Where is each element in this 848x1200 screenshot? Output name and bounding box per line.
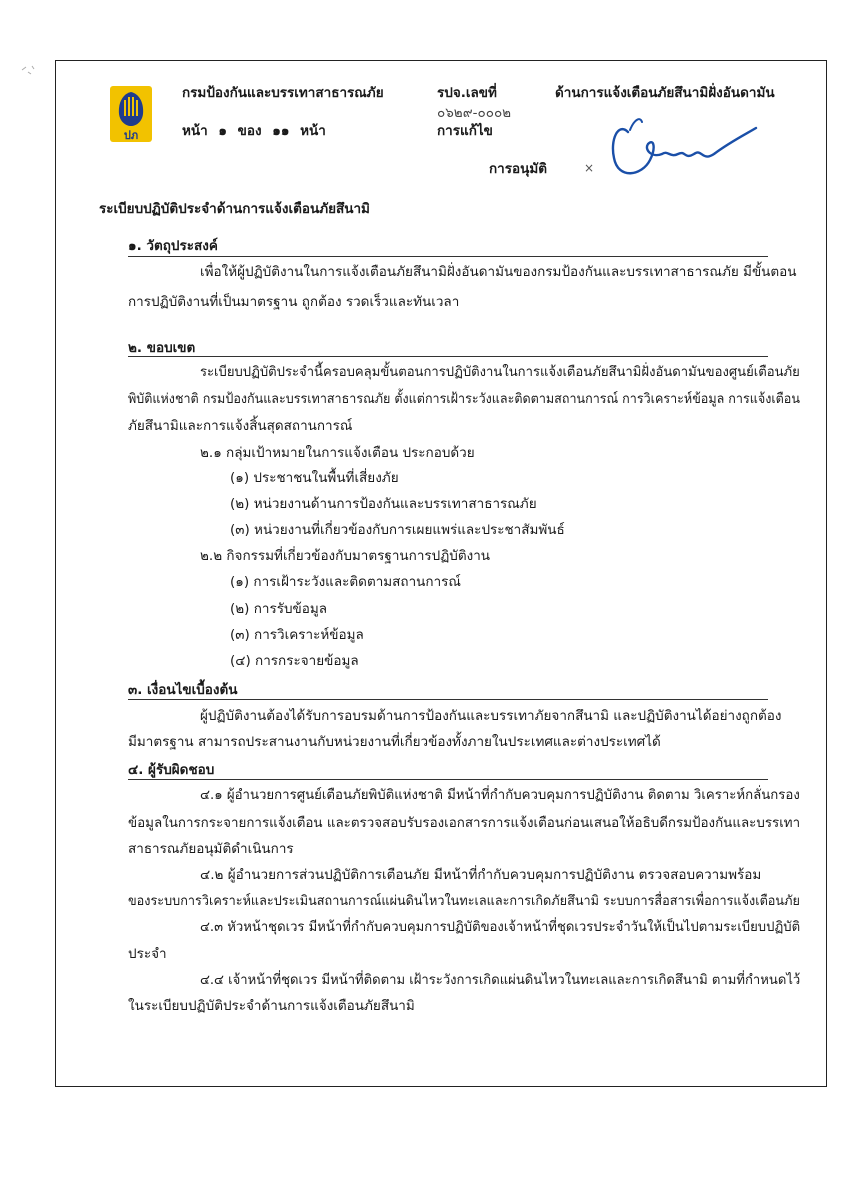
list-item: (๑) การเฝ้าระวังและติดตามสถานการณ์ <box>230 574 461 590</box>
document-subject: ด้านการแจ้งเตือนภัยสึนามิฝั่งอันดามัน <box>555 85 775 101</box>
list-item: (๔) การกระจายข้อมูล <box>230 653 359 669</box>
svg-text:×: × <box>584 161 595 175</box>
logo-text: ปภ <box>123 129 139 142</box>
section-4-line: ๔.๑ ผู้อำนวยการศูนย์เตือนภัยพิบัติแห่งชาติ มีหน้าที่กำกับควบคุมการปฏิบัติงาน ติดตาม วิเคราะห์กลั่นกรอง <box>200 787 800 803</box>
section-4-line: ประจำ <box>128 946 167 962</box>
section-4-line: สาธารณภัยอนุมัติดำเนินการ <box>128 841 294 857</box>
section-2-line: ระเบียบปฏิบัติประจำนี้ครอบคลุมขั้นตอนการปฏิบัติงานในการแจ้งเตือนภัยสึนามิฝั่งอันดามันของศูนย์เตือนภัย <box>200 364 800 380</box>
list-item: (๑) ประชาชนในพื้นที่เสี่ยงภัย <box>230 470 399 486</box>
doc-number-label: รปจ.เลขที่ <box>437 85 497 101</box>
list-item: (๒) การรับข้อมูล <box>230 601 328 617</box>
subsection-2-2-title: ๒.๒ กิจกรรมที่เกี่ยวข้องกับมาตรฐานการปฏิบัติงาน <box>200 548 491 564</box>
section-4-line: ๔.๔ เจ้าหน้าที่ชุดเวร มีหน้าที่ติดตาม เฝ้าระวังการเกิดแผ่นดินไหวในทะเลและการเกิดสึนามิ ตามที่กำหนดไว้ <box>200 972 801 988</box>
section-4-line: ข้อมูลในการกระจายการแจ้งเตือน และตรวจสอบรับรองเอกสารการแจ้งเตือนก่อนเสนอให้อธิบดีกรมป้องกันและบรรเทา <box>128 815 801 831</box>
section-1-heading: ๑. วัตถุประสงค์ <box>128 238 218 254</box>
scan-speck-mark <box>18 60 48 80</box>
section-3-line: มีมาตรฐาน สามารถประสานงานกับหน่วยงานที่เกี่ยวข้องทั้งภายในประเทศและต่างประเทศได้ <box>128 734 661 750</box>
section-4-line: ๔.๓ หัวหน้าชุดเวร มีหน้าที่กำกับควบคุมการปฏิบัติของเจ้าหน้าที่ชุดเวรประจำวันให้เป็นไปตามระเบียบปฏิบัติ <box>200 919 801 935</box>
section-4-line: ของระบบการวิเคราะห์และประเมินสถานการณ์แผ่นดินไหวในทะเลและการเกิดภัยสึนามิ ระบบการสื่อสารเพื่อการแจ้งเตือนภัย <box>128 893 800 909</box>
revision-label: การแก้ไข <box>437 123 493 139</box>
section-3-heading: ๓. เงื่อนไขเบื้องต้น <box>128 682 238 698</box>
department-name: กรมป้องกันและบรรเทาสาธารณภัย <box>182 85 384 101</box>
section-2-line: ภัยสึนามิและการแจ้งสิ้นสุดสถานการณ์ <box>128 418 353 434</box>
doc-number-value: ๐๖๒๙-๐๐๐๒ <box>437 105 512 121</box>
section-2-rule <box>128 356 768 357</box>
list-item: (๓) การวิเคราะห์ข้อมูล <box>230 627 364 643</box>
approval-label: การอนุมัติ <box>489 161 548 177</box>
section-2-heading: ๒. ขอบเขต <box>128 340 196 356</box>
list-item: (๒) หน่วยงานด้านการป้องกันและบรรเทาสาธารณภัย <box>230 496 537 512</box>
document-title: ระเบียบปฏิบัติประจำด้านการแจ้งเตือนภัยสึนามิ <box>99 201 370 217</box>
section-4-heading: ๔. ผู้รับผิดชอบ <box>128 762 215 778</box>
dpm-logo-icon <box>110 86 152 142</box>
section-4-line: ๔.๒ ผู้อำนวยการส่วนปฏิบัติการเตือนภัย มีหน้าที่กำกับควบคุมการปฏิบัติงาน ตรวจสอบความพร้อม <box>200 867 762 883</box>
section-1-line: การปฏิบัติงานที่เป็นมาตรฐาน ถูกต้อง รวดเร็วและทันเวลา <box>128 294 460 310</box>
subsection-2-1-title: ๒.๑ กลุ่มเป้าหมายในการแจ้งเตือน ประกอบด้วย <box>200 445 475 461</box>
section-4-line: ในระเบียบปฏิบัติประจำด้านการแจ้งเตือนภัยสึนามิ <box>128 998 415 1014</box>
section-4-rule <box>128 779 768 780</box>
approval-signature <box>570 110 760 190</box>
section-2-line: พิบัติแห่งชาติ กรมป้องกันและบรรเทาสาธารณภัย ตั้งแต่การเฝ้าระวังและติดตามสถานการณ์ การวิเคราะห์ข้อมูล การแจ้งเตือน <box>128 391 800 407</box>
section-1-line: เพื่อให้ผู้ปฏิบัติงานในการแจ้งเตือนภัยสึนามิฝั่งอันดามันของกรมป้องกันและบรรเทาสาธารณภัย มีขั้นตอน <box>200 264 797 280</box>
section-3-rule <box>128 699 768 700</box>
list-item: (๓) หน่วยงานที่เกี่ยวข้องกับการเผยแพร่และประชาสัมพันธ์ <box>230 522 565 538</box>
page-number: หน้า ๑ ของ ๑๑ หน้า <box>182 123 326 139</box>
section-3-line: ผู้ปฏิบัติงานต้องได้รับการอบรมด้านการป้องกันและบรรเทาภัยจากสึนามิ และปฏิบัติงานได้อย่างถูกต้อง <box>200 708 782 724</box>
section-1-rule <box>128 256 768 257</box>
